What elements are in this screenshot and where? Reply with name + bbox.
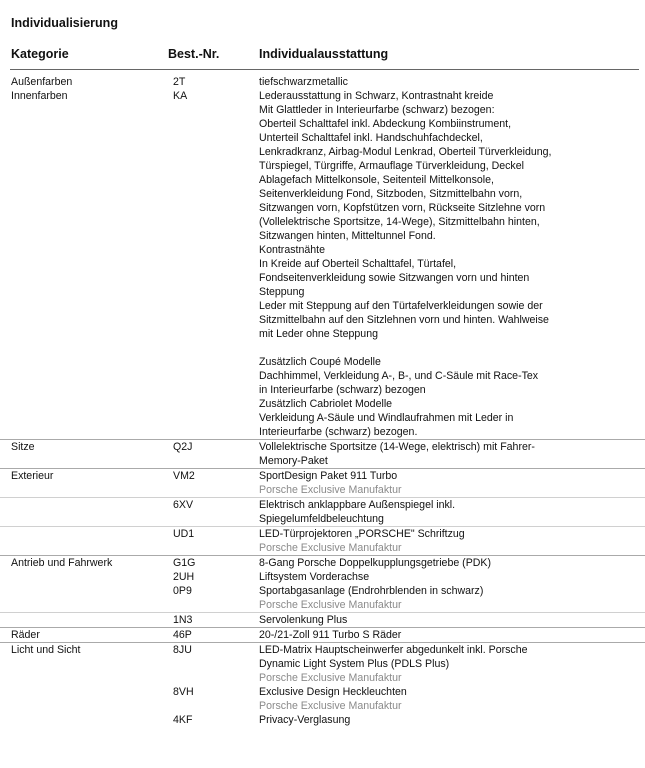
table-row xyxy=(0,555,645,570)
manufaktur-note: Porsche Exclusive Manufaktur xyxy=(259,542,402,554)
description-line: Ablagefach Mittelkonsole, Seitenteil Mittelkonsole, xyxy=(259,174,494,186)
table-header xyxy=(0,44,645,70)
description-line: Lederausstattung in Schwarz, Kontrastnaht kreide xyxy=(259,90,494,102)
description-line: Sitzwangen vorn, Kopfstützen vorn, Rückseite Sitzlehne vorn xyxy=(259,202,546,214)
table-row xyxy=(0,612,645,627)
description-line: Interieurfarbe (schwarz) bezogen. xyxy=(259,426,418,438)
row-description xyxy=(259,89,629,439)
table-row xyxy=(0,584,645,612)
description-line: LED-Matrix Hauptscheinwerfer abgedunkelt inkl. Porsche xyxy=(259,644,528,656)
description-line: SportDesign Paket 911 Turbo xyxy=(259,470,398,482)
row-category: Sitze xyxy=(11,441,35,453)
manufaktur-note: Porsche Exclusive Manufaktur xyxy=(259,484,402,496)
table-row xyxy=(0,439,645,468)
row-category: Innenfarben xyxy=(11,90,68,102)
row-description xyxy=(259,498,629,526)
description-line: Leder mit Steppung auf den Türtafelverkleidungen sowie der xyxy=(259,300,543,312)
row-description xyxy=(259,440,629,468)
description-line: Unterteil Schalttafel inkl. Handschuhfachdeckel, xyxy=(259,132,483,144)
description-line: Sitzmittelbahn auf den Sitzlehnen vorn und hinten. Wahlweise xyxy=(259,314,549,326)
page-title: Individualisierung xyxy=(11,16,118,30)
row-description xyxy=(259,75,629,89)
description-line: 8-Gang Porsche Doppelkupplungsgetriebe (PDK) xyxy=(259,557,492,569)
row-order-code: 8VH xyxy=(173,686,194,698)
row-description xyxy=(259,570,629,584)
row-description xyxy=(259,527,629,555)
description-line: Seitenverkleidung Fond, Sitzboden, Sitzmittelbahn vorn, xyxy=(259,188,523,200)
row-order-code: 46P xyxy=(173,629,192,641)
row-order-code: UD1 xyxy=(173,528,195,540)
table-row xyxy=(0,642,645,685)
table-row xyxy=(0,685,645,713)
row-category: Räder xyxy=(11,629,40,641)
description-line: Memory-Paket xyxy=(259,455,328,467)
row-order-code: 4KF xyxy=(173,714,193,726)
description-line: Zusätzlich Coupé Modelle xyxy=(259,356,381,368)
description-line: Spiegelumfeldbeleuchtung xyxy=(259,513,384,525)
row-description xyxy=(259,469,629,497)
row-order-code: 2UH xyxy=(173,571,195,583)
description-line: Dynamic Light System Plus (PDLS Plus) xyxy=(259,658,450,670)
description-line: (Vollelektrische Sportsitze, 14-Wege), Sitzmittelbahn hinten, xyxy=(259,216,540,228)
table-row xyxy=(0,89,645,439)
row-order-code: 8JU xyxy=(173,644,192,656)
description-line: Vollelektrische Sportsitze (14-Wege, elektrisch) mit Fahrer- xyxy=(259,441,535,453)
description-line: Liftsystem Vorderachse xyxy=(259,571,370,583)
row-description xyxy=(259,713,629,727)
row-description xyxy=(259,643,629,685)
row-order-code: Q2J xyxy=(173,441,193,453)
manufaktur-note: Porsche Exclusive Manufaktur xyxy=(259,672,402,684)
description-line: mit Leder ohne Steppung xyxy=(259,328,378,340)
row-description xyxy=(259,628,629,642)
description-line: in Interieurfarbe (schwarz) bezogen xyxy=(259,384,426,396)
description-line: Mit Glattleder in Interieurfarbe (schwarz) bezogen: xyxy=(259,104,495,116)
description-line: LED-Türprojektoren „PORSCHE" Schriftzug xyxy=(259,528,465,540)
description-line: Exclusive Design Heckleuchten xyxy=(259,686,407,698)
table-row xyxy=(0,570,645,584)
manufaktur-note: Porsche Exclusive Manufaktur xyxy=(259,700,402,712)
row-category: Außenfarben xyxy=(11,76,73,88)
description-line xyxy=(259,341,629,355)
header-divider xyxy=(10,69,639,70)
description-line: Dachhimmel, Verkleidung A-, B-, und C-Säule mit Race-Tex xyxy=(259,370,539,382)
row-order-code: G1G xyxy=(173,557,196,569)
description-line: Oberteil Schalttafel inkl. Abdeckung Kombiinstrument, xyxy=(259,118,512,130)
description-line: Elektrisch anklappbare Außenspiegel inkl. xyxy=(259,499,456,511)
row-order-code: 6XV xyxy=(173,499,194,511)
row-category: Exterieur xyxy=(11,470,54,482)
row-description xyxy=(259,556,629,570)
manufaktur-note: Porsche Exclusive Manufaktur xyxy=(259,599,402,611)
table-row xyxy=(0,75,645,89)
description-line: Privacy-Verglasung xyxy=(259,714,351,726)
description-line: Verkleidung A-Säule und Windlaufrahmen mit Leder in xyxy=(259,412,514,424)
row-category: Licht und Sicht xyxy=(11,644,81,656)
header-order-no: Best.-Nr. xyxy=(168,47,220,61)
table-row xyxy=(0,468,645,497)
row-description xyxy=(259,685,629,713)
description-line: Sitzwangen hinten, Mitteltunnel Fond. xyxy=(259,230,436,242)
description-line: Türspiegel, Türgriffe, Armauflage Türverkleidung, Deckel xyxy=(259,160,524,172)
row-order-code: VM2 xyxy=(173,470,195,482)
row-description xyxy=(259,613,629,627)
header-equipment: Individualausstattung xyxy=(259,47,389,61)
description-line: 20-/21-Zoll 911 Turbo S Räder xyxy=(259,629,402,641)
row-order-code: 1N3 xyxy=(173,614,193,626)
description-line: Lenkradkranz, Airbag-Modul Lenkrad, Oberteil Türverkleidung, xyxy=(259,146,552,158)
row-description xyxy=(259,584,629,612)
row-order-code: 0P9 xyxy=(173,585,192,597)
description-line: Steppung xyxy=(259,286,305,298)
table-row xyxy=(0,627,645,642)
header-category: Kategorie xyxy=(11,47,69,61)
row-order-code: KA xyxy=(173,90,188,102)
table-row xyxy=(0,526,645,555)
description-line: Fondseitenverkleidung sowie Sitzwangen vorn und hinten xyxy=(259,272,530,284)
equipment-table xyxy=(0,75,645,727)
description-line: Zusätzlich Cabriolet Modelle xyxy=(259,398,393,410)
row-category: Antrieb und Fahrwerk xyxy=(11,557,113,569)
description-line: Servolenkung Plus xyxy=(259,614,348,626)
table-row xyxy=(0,713,645,727)
table-row xyxy=(0,497,645,526)
description-line: tiefschwarzmetallic xyxy=(259,76,348,88)
description-line: Kontrastnähte xyxy=(259,244,325,256)
description-line: In Kreide auf Oberteil Schalttafel, Türtafel, xyxy=(259,258,457,270)
row-order-code: 2T xyxy=(173,76,186,88)
description-line: Sportabgasanlage (Endrohrblenden in schwarz) xyxy=(259,585,484,597)
